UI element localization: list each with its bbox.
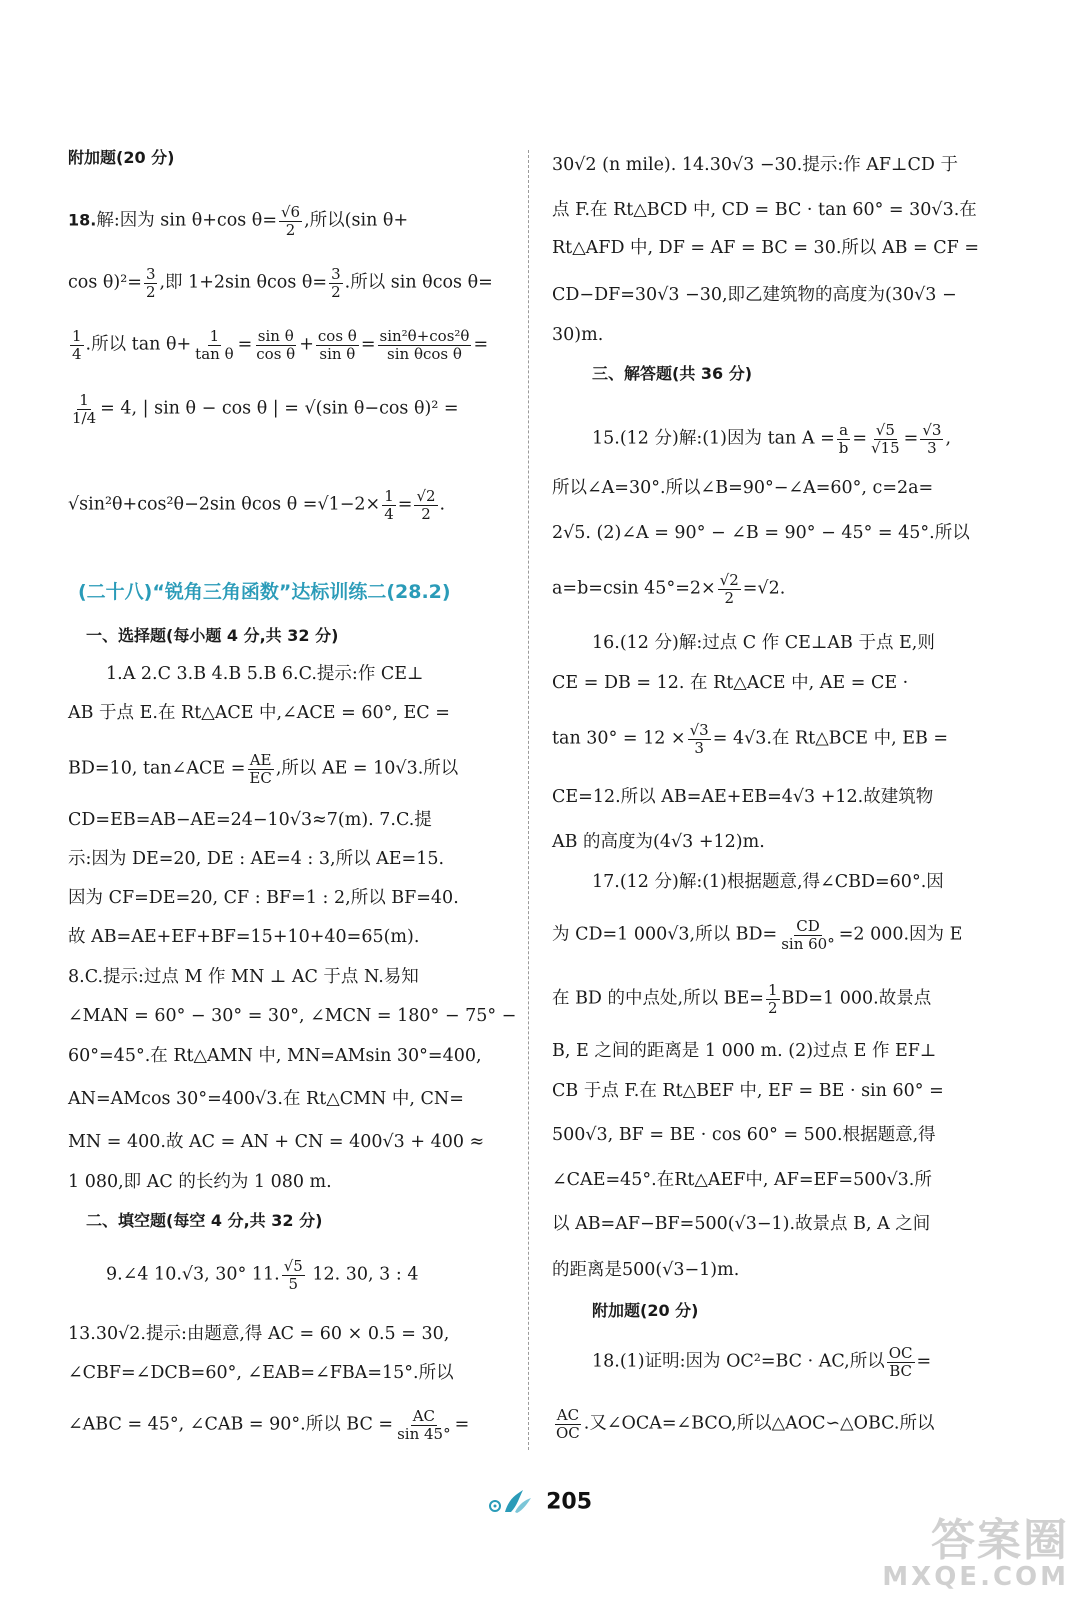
text-line: CD=EB=AB−AE=24−10√3≈7(m). 7.C.提: [68, 810, 432, 830]
answer-heading: 三、解答题(共 36 分): [592, 364, 753, 383]
watermark-logo-text: 答案圈: [931, 1515, 1069, 1567]
fraction: $\frac{√2}{2}$: [719, 571, 739, 607]
text-line: Rt△AFD 中, DF = AF = BC = 30.所以 AB = CF =: [552, 238, 979, 258]
text-line: a=b=csin 45°=2× $\frac{√2}{2}$ =√2.: [552, 571, 786, 607]
fraction: $\frac{1}{\text{tan θ}}$: [195, 327, 234, 363]
fraction: $\frac{√5}{5}$: [283, 1257, 303, 1293]
text-line: ∠MAN = 60° − 30° = 30°, ∠MCN = 180° − 75° −: [68, 1006, 517, 1026]
text-line: 18.(1)证明:因为 OC²=BC · AC,所以 $\frac{OC}{BC}$ =: [592, 1344, 932, 1380]
text-line: 1 080,即 AC 的长约为 1 080 m.: [68, 1172, 332, 1192]
q18-line-1: 18.解:因为 sin θ+cos θ= $\frac{√6}{2}$ ,所以(sin θ+: [68, 203, 409, 239]
wave-icon: [487, 1488, 533, 1520]
fraction: $\frac{\text{sin²θ+cos²θ}}{\text{sin θcos θ}}$: [379, 327, 470, 363]
text-line: BD=10, tan∠ACE = $\frac{AE}{EC}$ ,所以 AE = 10√3.所以: [68, 751, 459, 787]
text-line: 2√5. (2)∠A = 90° − ∠B = 90° − 45° = 45°.所以: [552, 523, 970, 543]
fraction: $\frac{CD}{\sin 60^\circ}$: [781, 917, 835, 953]
text-line: CB 于点 F.在 Rt△BEF 中, EF = BE · sin 60° =: [552, 1081, 944, 1101]
text-line: 30√2 (n mile). 14.30√3 −30.提示:作 AF⊥CD 于: [552, 155, 958, 175]
text-line: AB 于点 E.在 Rt△ACE 中,∠ACE = 60°, EC =: [68, 703, 450, 723]
text-line: 9.∠4 10.√3, 30° 11. $\frac{√5}{5}$ 12. 30, 3 : 4: [106, 1257, 419, 1293]
text-line: 17.(12 分)解:(1)根据题意,得∠CBD=60°.因: [592, 872, 944, 892]
text-line: 故 AB=AE+EF+BF=15+10+40=65(m).: [68, 927, 420, 947]
page-footer: [0, 1488, 1079, 1520]
fraction: $\frac{AC}{\sin 45^\circ}$: [397, 1407, 451, 1443]
text-line: $\frac{AC}{OC}$ .又∠OCA=∠BCO,所以△AOC∽△OBC.所以: [556, 1406, 935, 1442]
text-line: 60°=45°.在 Rt△AMN 中, MN=AMsin 30°=400,: [68, 1046, 482, 1066]
text-line: 所以∠A=30°.所以∠B=90°−∠A=60°, c=2a=: [552, 478, 934, 498]
fraction: $\frac{a}{b}$: [838, 421, 849, 457]
fraction: $\frac{3}{2}$: [145, 265, 156, 301]
q18-line-4: $\frac{1}{1/4}$ = 4, | sin θ − cos θ | = √(sin θ−cos θ)² =: [72, 391, 459, 427]
choice-heading: 一、选择题(每小题 4 分,共 32 分): [86, 626, 339, 645]
column-divider: [528, 150, 529, 1450]
text-line: 因为 CF=DE=20, CF : BF=1 : 2,所以 BF=40.: [68, 888, 459, 908]
fraction: $\frac{AE}{EC}$: [249, 751, 272, 787]
text-line: CE = DB = 12. 在 Rt△ACE 中, AE = CE ·: [552, 673, 909, 693]
text-line: 15.(12 分)解:(1)因为 tan A = $\frac{a}{b}$ = $\frac{√5}{√15}$ = $\frac{√3}{3}$ ,: [592, 421, 952, 457]
appendix-heading: 附加题(20 分): [68, 148, 175, 167]
text-line: tan 30° = 12 × $\frac{√3}{3}$ = 4√3.在 Rt△BCE 中, EB =: [552, 721, 949, 757]
text-line: AN=AMcos 30°=400√3.在 Rt△CMN 中, CN=: [68, 1089, 464, 1109]
fraction: $\frac{√2}{2}$: [416, 487, 436, 523]
fraction: $\frac{1}{4}$: [384, 487, 394, 523]
text-line: ∠ABC = 45°, ∠CAB = 90°.所以 BC = $\frac{AC}{\sin 45^\circ}$ =: [68, 1407, 470, 1443]
text-line: 16.(12 分)解:过点 C 作 CE⊥AB 于点 E,则: [592, 633, 935, 653]
fraction: $\frac{1}{2}$: [767, 981, 778, 1017]
text-line: AB 的高度为(4√3 +12)m.: [552, 832, 765, 852]
fraction: $\frac{√3}{3}$: [689, 721, 709, 757]
text-line: MN = 400.故 AC = AN + CN = 400√3 + 400 ≈: [68, 1132, 485, 1152]
fraction: $\frac{1}{4}$: [72, 327, 82, 363]
fraction: $\frac{3}{2}$: [331, 265, 341, 301]
q18-line-2: cos θ)²= $\frac{3}{2}$ ,即 1+2sin θcos θ= $\frac{3}{2}$ .所以 sin θcos θ=: [68, 265, 493, 301]
fraction: $\frac{OC}{BC}$: [888, 1344, 913, 1380]
text-line: 示:因为 DE=20, DE : AE=4 : 3,所以 AE=15.: [68, 849, 445, 869]
fill-heading: 二、填空题(每空 4 分,共 32 分): [86, 1211, 323, 1230]
q18-line-5: √sin²θ+cos²θ−2sin θcos θ =√1−2× $\frac{1}{4}$ = $\frac{√2}{2}$ .: [68, 487, 446, 523]
text-line: 500√3, BF = BE · cos 60° = 500.根据题意,得: [552, 1125, 936, 1145]
fraction: $\frac{√6}{2}$: [281, 203, 301, 239]
text-line: CD−DF=30√3 −30,即乙建筑物的高度为(30√3 −: [552, 285, 957, 305]
text-line: 的距离是500(√3−1)m.: [552, 1260, 740, 1280]
text-line: B, E 之间的距离是 1 000 m. (2)过点 E 作 EF⊥: [552, 1041, 937, 1061]
appendix-heading-2: 附加题(20 分): [592, 1301, 699, 1320]
section-title: (二十八)“锐角三角函数”达标训练二(28.2): [78, 581, 451, 603]
fraction: $\frac{√3}{3}$: [922, 421, 942, 457]
fraction: $\frac{AC}{OC}$: [556, 1406, 580, 1442]
page-number: 205: [546, 1489, 593, 1515]
q18-line-3: $\frac{1}{4}$ .所以 tan θ+ $\frac{1}{\text{tan θ}}$ = $\frac{\text{sin θ}}{\text{cos θ}}$ + $\frac{\text{cos θ}}{\text{sin θ}}$ = $\frac{\text{sin²θ+cos²θ}}{\text{sin θcos θ}}$ =: [72, 327, 489, 363]
watermark: [882, 1515, 1069, 1593]
fraction: $\frac{\text{sin θ}}{\text{cos θ}}$: [256, 327, 296, 363]
fraction: $\frac{√5}{√15}$: [871, 421, 900, 457]
text-line: 8.C.提示:过点 M 作 MN ⊥ AC 于点 N.易知: [68, 967, 419, 987]
text-line: 为 CD=1 000√3,所以 BD= $\frac{CD}{\sin 60^\circ}$ =2 000.因为 E: [552, 917, 963, 953]
text-line: ∠CBF=∠DCB=60°, ∠EAB=∠FBA=15°.所以: [68, 1363, 454, 1383]
text-line: 30)m.: [552, 325, 604, 345]
text-line: 以 AB=AF−BF=500(√3−1).故景点 B, A 之间: [552, 1214, 931, 1234]
text-line: CE=12.所以 AB=AE+EB=4√3 +12.故建筑物: [552, 787, 934, 807]
fraction: $\frac{\text{cos θ}}{\text{sin θ}}$: [317, 327, 357, 363]
fraction: $\frac{1}{1/4}$: [72, 391, 97, 427]
text-line: 在 BD 的中点处,所以 BE= $\frac{1}{2}$ BD=1 000.故景点: [552, 981, 932, 1017]
text-line: 点 F.在 Rt△BCD 中, CD = BC · tan 60° = 30√3.在: [552, 200, 977, 220]
text-line: 1.A 2.C 3.B 4.B 5.B 6.C.提示:作 CE⊥: [106, 664, 424, 684]
text-line: 13.30√2.提示:由题意,得 AC = 60 × 0.5 = 30,: [68, 1324, 450, 1344]
watermark-url: MXQE.COM: [882, 1562, 1069, 1593]
text-line: ∠CAE=45°.在Rt△AEF中, AF=EF=500√3.所: [552, 1170, 932, 1190]
